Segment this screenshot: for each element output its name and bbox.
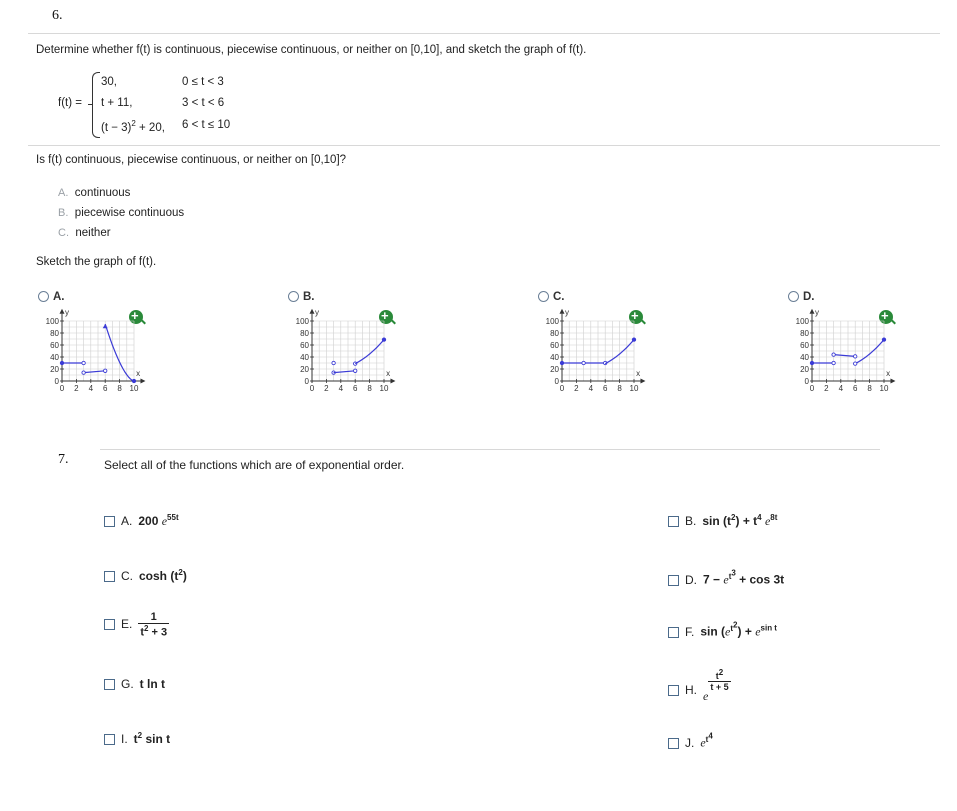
y-tick-label: 100 <box>795 317 809 326</box>
y-tick-label: 60 <box>550 341 559 350</box>
y-axis-label: y <box>565 308 569 317</box>
piece-2-expr: t + 11, <box>101 97 133 109</box>
choice-c[interactable]: C. $\cosh (t^2)$ <box>104 568 187 583</box>
x-axis-arrow <box>640 379 645 384</box>
y-tick-label: 0 <box>304 377 309 386</box>
y-axis-label: y <box>65 308 69 317</box>
x-tick-label: 2 <box>574 384 579 393</box>
graph-option-b[interactable] <box>288 289 408 414</box>
y-tick-label: 20 <box>550 365 559 374</box>
checkbox[interactable] <box>668 738 679 749</box>
choice-b[interactable]: B. $\sin (t^2) + t^4$ $e^{8t}$ <box>668 513 777 529</box>
y-axis-label: y <box>315 308 319 317</box>
divider <box>28 145 940 146</box>
checkbox[interactable] <box>104 571 115 582</box>
x-tick-label: 2 <box>74 384 79 393</box>
x-tick-label: 6 <box>852 384 858 393</box>
y-tick-label: 80 <box>300 329 309 338</box>
y-axis-arrow <box>310 309 315 314</box>
option-piecewise-continuous[interactable]: B. piecewise continuous <box>58 207 185 219</box>
option-neither[interactable]: C. neither <box>58 227 111 239</box>
checkbox[interactable] <box>104 734 115 745</box>
x-tick-label: 4 <box>588 384 594 393</box>
open-point <box>82 361 85 364</box>
closed-point <box>810 361 813 364</box>
open-point <box>332 361 335 364</box>
graph-option-c[interactable] <box>538 289 658 414</box>
x-axis-arrow <box>390 379 395 384</box>
closed-point <box>632 338 635 341</box>
open-point <box>854 355 857 358</box>
x-tick-label: 6 <box>602 384 608 393</box>
x-tick-label: 8 <box>617 384 622 393</box>
x-axis-arrow <box>890 379 895 384</box>
curve-segment <box>84 371 106 373</box>
y-tick-label: 40 <box>550 353 559 362</box>
open-point <box>582 361 585 364</box>
piece-2-cond: 3 < t < 6 <box>182 97 225 109</box>
y-axis-arrow <box>560 309 565 314</box>
y-tick-label: 80 <box>50 329 59 338</box>
choice-a[interactable]: A. 200 $e^{55t}$ <box>104 513 179 529</box>
divider <box>100 449 880 450</box>
x-tick-label: 0 <box>309 384 315 393</box>
checkbox[interactable] <box>668 685 679 696</box>
x-tick-label: 10 <box>879 384 889 393</box>
x-axis-label: x <box>136 369 141 378</box>
graph-label: A. <box>53 291 65 303</box>
y-tick-label: 60 <box>50 341 59 350</box>
y-tick-label: 100 <box>45 317 59 326</box>
y-axis-arrow <box>60 309 65 314</box>
x-axis-label: x <box>386 369 391 378</box>
y-tick-label: 80 <box>800 329 809 338</box>
x-tick-label: 0 <box>809 384 815 393</box>
curve-segment <box>834 355 856 357</box>
x-tick-label: 4 <box>338 384 344 393</box>
choice-g[interactable]: G. t ln t <box>104 677 165 691</box>
sketch-prompt: Sketch the graph of f(t). <box>36 256 157 268</box>
x-tick-label: 0 <box>559 384 565 393</box>
x-tick-label: 8 <box>867 384 872 393</box>
checkbox[interactable] <box>668 575 679 586</box>
question-6-prompt: Determine whether f(t) is continuous, piecewise continuous, or neither on [0,10], and sketch the graph of f(t). <box>36 44 587 56</box>
open-point <box>832 361 835 364</box>
y-tick-label: 20 <box>800 365 809 374</box>
x-tick-label: 10 <box>129 384 139 393</box>
option-continuous[interactable]: A. continuous <box>58 187 131 199</box>
question-6-number: 6. <box>52 8 63 23</box>
y-tick-label: 100 <box>545 317 559 326</box>
x-tick-label: 10 <box>629 384 639 393</box>
y-tick-label: 40 <box>50 353 59 362</box>
y-tick-label: 0 <box>554 377 559 386</box>
sub-question: Is f(t) continuous, piecewise continuous, or neither on [0,10]? <box>36 154 347 166</box>
graph-label: D. <box>803 291 815 303</box>
x-tick-label: 0 <box>59 384 65 393</box>
graph-label: C. <box>553 291 565 303</box>
y-tick-label: 20 <box>50 365 59 374</box>
closed-point <box>132 379 135 382</box>
graph-option-d[interactable] <box>788 289 908 414</box>
y-tick-label: 0 <box>54 377 59 386</box>
open-point <box>354 369 357 372</box>
curve-arrow <box>103 324 108 328</box>
graph-option-a[interactable] <box>38 289 158 414</box>
y-tick-label: 100 <box>295 317 309 326</box>
x-tick-label: 8 <box>117 384 122 393</box>
checkbox[interactable] <box>104 679 115 690</box>
closed-point <box>382 338 385 341</box>
closed-point <box>882 338 885 341</box>
choice-d[interactable]: D. $7 - e^{t^3} + \cos 3t$ <box>668 568 784 588</box>
open-point <box>832 353 835 356</box>
x-tick-label: 6 <box>352 384 358 393</box>
piece-3-expr: $(t - 3)^2 + 20$, <box>101 119 165 134</box>
y-tick-label: 0 <box>804 377 809 386</box>
piece-1-expr: 30, <box>101 76 117 88</box>
choice-h[interactable]: H. e $\frac{t^2}{t + 5}$ <box>668 668 731 704</box>
y-tick-label: 40 <box>800 353 809 362</box>
x-tick-label: 8 <box>367 384 372 393</box>
graph-plot <box>288 289 408 414</box>
x-axis-arrow <box>140 379 145 384</box>
x-tick-label: 4 <box>838 384 844 393</box>
checkbox[interactable] <box>668 627 679 638</box>
piece-1-cond: 0 ≤ t < 3 <box>182 76 224 88</box>
graph-plot <box>38 289 158 414</box>
x-tick-label: 4 <box>88 384 94 393</box>
closed-point <box>60 361 63 364</box>
graph-plot <box>788 289 908 414</box>
checkbox[interactable] <box>104 619 115 630</box>
graph-plot <box>538 289 658 414</box>
open-point <box>104 369 107 372</box>
x-tick-label: 6 <box>102 384 108 393</box>
choice-e[interactable]: E. $\frac{1}{t^2 + 3}$ <box>104 611 169 639</box>
open-point <box>82 371 85 374</box>
checkbox[interactable] <box>104 516 115 527</box>
x-tick-label: 2 <box>824 384 829 393</box>
function-label: f(t) = <box>58 97 82 109</box>
piece-3-cond: 6 < t ≤ 10 <box>182 119 231 131</box>
y-axis-arrow <box>810 309 815 314</box>
y-tick-label: 40 <box>300 353 309 362</box>
y-tick-label: 80 <box>550 329 559 338</box>
x-tick-label: 2 <box>324 384 329 393</box>
x-tick-label: 10 <box>379 384 389 393</box>
question-7-prompt: Select all of the functions which are of exponential order. <box>104 458 405 472</box>
brace <box>92 72 100 138</box>
y-tick-label: 20 <box>300 365 309 374</box>
curve-segment <box>334 371 356 373</box>
closed-point <box>560 361 563 364</box>
checkbox[interactable] <box>668 516 679 527</box>
x-axis-label: x <box>636 369 641 378</box>
divider <box>28 33 940 34</box>
question-7-number: 7. <box>58 452 69 467</box>
choice-f[interactable]: F. $\sin (e^{t^2}) + e^{sin t}$ <box>668 620 777 640</box>
x-axis-label: x <box>886 369 891 378</box>
y-tick-label: 60 <box>300 341 309 350</box>
choice-i[interactable]: I. $t^2$ sin t <box>104 731 170 746</box>
open-point <box>854 362 857 365</box>
y-tick-label: 60 <box>800 341 809 350</box>
graph-label: B. <box>303 291 315 303</box>
y-axis-label: y <box>815 308 819 317</box>
choice-j[interactable]: J. $e^{t^4}$ <box>668 731 713 751</box>
